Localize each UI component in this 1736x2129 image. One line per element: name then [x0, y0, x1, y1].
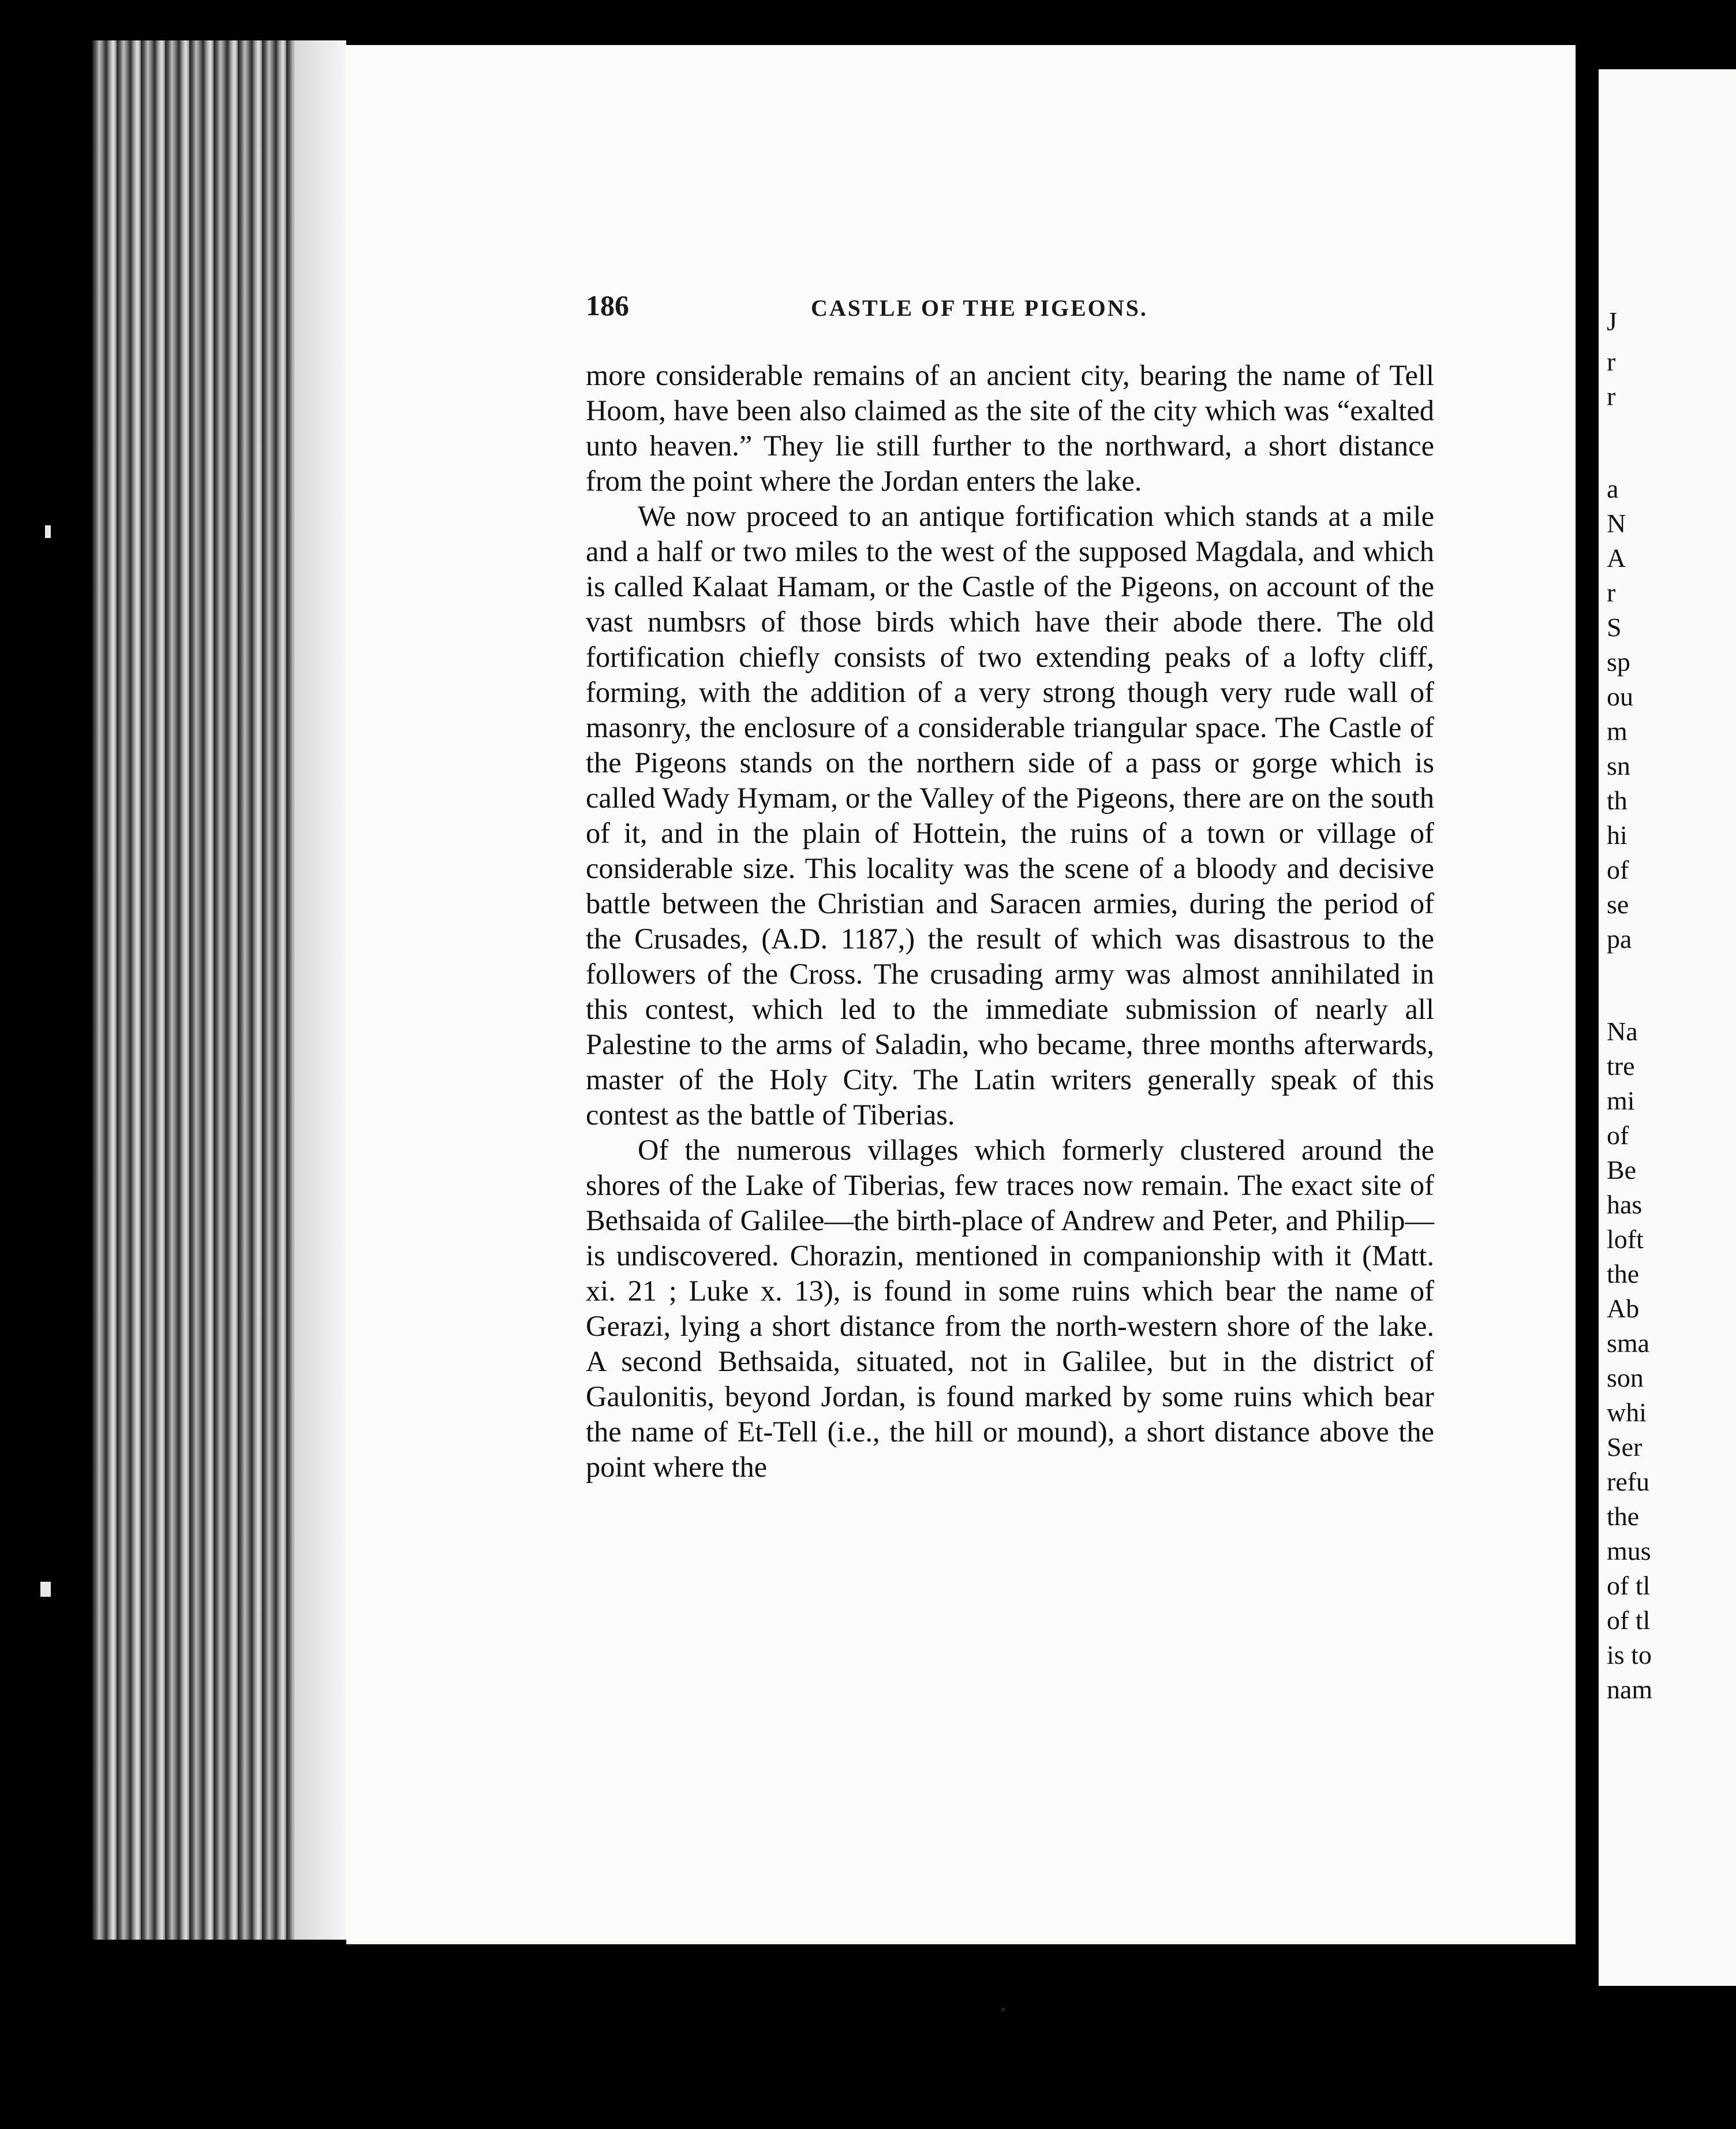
page-number: 186 [586, 289, 629, 322]
facing-page-line: pa [1607, 924, 1632, 954]
facing-page-line: is to [1607, 1640, 1652, 1669]
page-edges [92, 40, 346, 1940]
facing-page-line: Ab [1607, 1294, 1640, 1323]
facing-page-line: sp [1607, 647, 1630, 677]
facing-page-line: of tl [1607, 1605, 1651, 1635]
scan-speck [45, 525, 51, 538]
facing-page-line: ou [1607, 682, 1633, 711]
facing-page-line: hi [1607, 820, 1628, 850]
facing-page [1599, 69, 1736, 1986]
facing-page-line: J [1607, 307, 1617, 336]
facing-page-line: mus [1607, 1536, 1651, 1566]
facing-page-line: loft [1607, 1224, 1644, 1254]
facing-page-line: r [1607, 578, 1616, 607]
facing-page-line: S [1607, 612, 1622, 642]
running-header-title: CASTLE OF THE PIGEONS. [811, 295, 1148, 321]
facing-page-line: sma [1607, 1328, 1650, 1358]
facing-page-line: has [1607, 1190, 1643, 1219]
facing-page-line: Be [1607, 1155, 1637, 1185]
facing-page-line: r [1607, 347, 1616, 376]
facing-page-line: of [1607, 855, 1629, 884]
facing-page-line: A [1607, 543, 1626, 573]
scan-speck [1001, 2008, 1005, 2011]
facing-page-line: the [1607, 1501, 1640, 1531]
facing-page-line: son [1607, 1363, 1644, 1392]
paragraph: Of the numerous villages which formerly clustered around the shores of the Lake of Tiberias, few traces now remain. The exact site of Bethsaida of Galilee—the birth-place of Andrew and Peter, and Philip—is undiscovered. Chorazin, mentioned in companionship with it (Matt. xi. 21 ; Luke x. 13), is found in some ruins which bear the name of Gerazi, lying a short distance from the north-western shore of the lake. A second Bethsaida, situated, not in Galilee, but in the district of Gaulonitis, beyond Jordan, is found marked by some ruins which bear the name of Et-Tell (i.e., the hill or mound), a short distance above the point where the [586, 1134, 1434, 1483]
facing-page-line: of [1607, 1120, 1629, 1150]
paragraph: We now proceed to an antique fortification which stands at a mile and a half or two miles to the west of the supposed Magdala, and which is called Kalaat Hamam, or the Castle of the Pigeons, on account of the vast numbsrs of those birds which have their abode there. The old fortification chiefly consists of two extending peaks of a lofty cliff, forming, with the addition of a very strong though very rude wall of masonry, the enclosure of a considerable triangular space. The Castle of the Pigeons stands on the northern side of a pass or gorge which is called Wady Hymam, or the Valley of the Pigeons, there are on the south of it, and in the plain of Hottein, the ruins of a town or village of considerable size. This locality was the scene of a bloody and decisive battle between the Christian and Saracen armies, during the period of the Crusades, (A.D. 1187,) the result of which was disastrous to the followers of the Cross. The crusading army was almost annihilated in this contest, which led to the immediate submission of nearly all Palestine to the arms of Saladin, who became, three months afterwards, master of the Holy City. The Latin writers generally speak of this contest as the battle of Tiberias. [586, 500, 1434, 1131]
facing-page-line: m [1607, 716, 1628, 746]
facing-page-line: mi [1607, 1086, 1635, 1115]
facing-page-line: of tl [1607, 1571, 1651, 1600]
body-text [586, 358, 1434, 1485]
facing-page-line: sn [1607, 751, 1630, 780]
facing-page-line: refu [1607, 1467, 1650, 1496]
facing-page-line: nam [1607, 1675, 1653, 1704]
facing-page-line: a [1607, 474, 1619, 503]
facing-page-line: Na [1607, 1017, 1638, 1046]
facing-page-line: r [1607, 382, 1616, 411]
scan-speck [40, 1582, 51, 1597]
facing-page-line: th [1607, 786, 1628, 815]
paragraph: more considerable remains of an ancient city, bearing the name of Tell Hoom, have been also claimed as the site of the city which was “exalted unto heaven.” They lie still further to the northward, a short distance from the point where the Jordan enters the lake. [586, 359, 1434, 497]
facing-page-line: N [1607, 509, 1626, 538]
facing-page-line: the [1607, 1259, 1640, 1288]
facing-page-line: se [1607, 890, 1629, 919]
facing-page-line: tre [1607, 1051, 1635, 1081]
facing-page-line: Ser [1607, 1432, 1643, 1462]
facing-page-line: whi [1607, 1398, 1647, 1427]
